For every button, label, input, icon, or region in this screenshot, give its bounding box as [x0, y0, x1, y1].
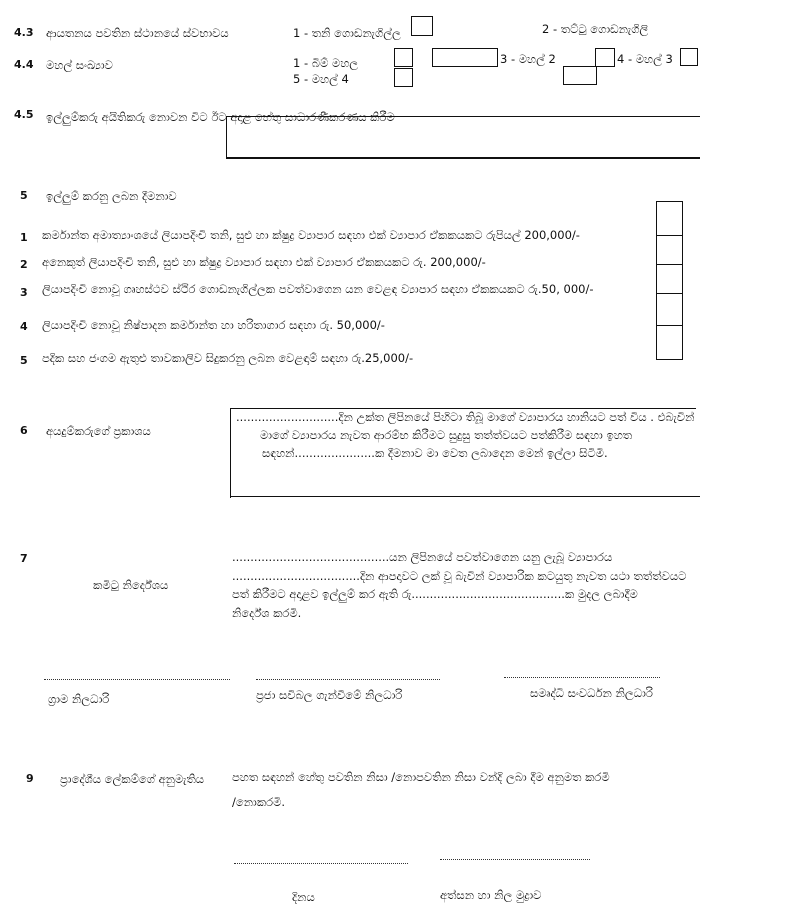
checkbox-allowance-2[interactable] — [656, 235, 683, 265]
checkbox-allowance-3[interactable] — [656, 264, 683, 294]
section-9-number: 9 — [26, 772, 34, 785]
checkbox-allowance-1[interactable] — [656, 201, 683, 236]
recommendation-line-4: නිර්දේශ කරමි. — [232, 606, 302, 620]
option-ground-floor: 1 - බිම් මහල — [293, 56, 359, 70]
checkbox-floor-2[interactable] — [432, 48, 498, 67]
checkbox-floor-3-bottom[interactable] — [563, 66, 597, 85]
approval-line-2: /නොකරමි. — [232, 795, 286, 809]
option-floor-2: 3 - මහල් 2 — [500, 52, 556, 66]
section-4-3-number: 4.3 — [14, 26, 34, 39]
allowance-4-text: ලියාපදිංචි නොවූ නිෂ්පාදන කර්මාන්ත හා හරිතාගාර සඳහා රු. 50,000/- — [42, 318, 385, 332]
allowance-4-number: 4 — [20, 320, 28, 333]
checkbox-allowance-4[interactable] — [656, 293, 683, 326]
grama-signature-line[interactable] — [44, 679, 230, 680]
checkbox-extra[interactable] — [680, 48, 698, 66]
justification-left-border — [226, 116, 227, 158]
date-label: දිනය — [292, 890, 315, 904]
section-4-4-number: 4.4 — [14, 58, 34, 71]
justification-top-line — [226, 116, 700, 117]
section-9-label: ප්‍රාදේශීය ලේකම්ගේ අනුමැතිය — [60, 772, 205, 786]
declaration-line-1: ............................දින උක්ත ලිපිනයේ පිහිටා තිබූ මාගේ ව්‍යාපාරය හානියට පත් විය . එබැවින් — [236, 410, 695, 424]
declaration-line-3: සඳහන්......................ක දීමනාව මා වෙත ලබාදෙන මෙන් ඉල්ලා සිටිමි. — [262, 446, 608, 460]
option-multi-storey: 2 - තට්ටු ගොඩනැගිලි — [542, 22, 649, 36]
section-7-label: කමිටු නිර්දේශය — [93, 578, 169, 592]
section-6-label: අයදුම්කරුගේ ප්‍රකාශය — [46, 424, 151, 438]
option-floor-4: 5 - මහල් 4 — [293, 72, 349, 86]
allowance-1-text: කර්මාන්ත අමාත්‍යාංශයේ ලියාපදිංචි තනි, සුළු හා ක්ෂුද්‍ර ව්‍යාපාර සඳහා එක් ව්‍යාපාර ඒකකයකට රුපියල් 200,000/- — [42, 228, 580, 242]
allowance-5-number: 5 — [20, 354, 28, 367]
recommendation-line-3: පත් කිරීමට අදාළව ඉල්ලුම් කර ඇති රු..........................................ක මුදල ලබාදීම — [232, 587, 638, 601]
justification-bottom-line[interactable] — [226, 157, 700, 159]
recommendation-line-2: ...................................දින ආපදාවට ලක් වූ බැවින් ව්‍යාපාරික කටයුතු නැවත යථා තත්ත්වයට — [232, 569, 687, 583]
section-5-label: ඉල්ලුම් කරනු ලබන දීමනාව — [46, 189, 177, 203]
section-4-3-label: ආයතනය පවතින ස්ථානයේ ස්වභාවය — [46, 26, 229, 40]
pss-signature-line[interactable] — [256, 679, 440, 680]
pss-officer-label: ප්‍රජා සවිබල ගැන්වීමේ නිලධාරි — [256, 688, 403, 702]
option-floor-3: 4 - මහල් 3 — [617, 52, 673, 66]
date-line[interactable] — [234, 863, 408, 864]
checkbox-allowance-5[interactable] — [656, 325, 683, 360]
section-4-4-label: මහල් සංඛ්‍යාව — [46, 58, 113, 72]
section-4-5-number: 4.5 — [14, 108, 34, 121]
checkbox-floor-4[interactable] — [394, 68, 413, 87]
samurdhi-officer-label: සමෘද්ධි සංවර්ධන නිලධාරි — [530, 686, 653, 700]
option-single-building: 1 - තනි ගොඩනැගිල්ල — [293, 26, 401, 40]
checkbox-ground-floor[interactable] — [394, 48, 413, 67]
checkbox-single-building[interactable] — [411, 16, 433, 36]
section-6-number: 6 — [20, 424, 28, 437]
signature-seal-line[interactable] — [440, 859, 590, 860]
allowance-2-text: අනෙකුත් ලියාපදිංචි තනි, සුළු හා ක්ෂුද්‍ර ව්‍යාපාර සඳහා එක් ව්‍යාපාර ඒකකයකට රු. 200,000/- — [42, 255, 486, 269]
grama-officer-label: ග්‍රාම නිලධාරි — [48, 692, 110, 706]
allowance-3-number: 3 — [20, 286, 28, 299]
signature-seal-label: අත්සන හා නිල මුද්‍රාව — [440, 888, 542, 902]
allowance-1-number: 1 — [20, 231, 28, 244]
section-7-number: 7 — [20, 552, 28, 565]
approval-line-1: පහත සඳහන් හේතු පවතින නිසා /නොපවතින නිසා වන්දි ලබා දීම අනුමත කරමි — [232, 770, 610, 784]
recommendation-line-1: ...........................................යන ලිපිනයේ පවත්වාගෙන යනු ලැබූ ව්‍යාපාරය — [232, 550, 613, 564]
section-5-number: 5 — [20, 189, 28, 202]
allowance-3-text: ලියාපදිංචි නොවූ ගෘහස්ථව ස්ථිර ගොඩනැගිල්ලක පවත්වාගෙන යන වෙළඳ ව්‍යාපාර සඳහා ඒකකයකට රු.50, 000/- — [42, 282, 594, 296]
allowance-5-text: පදික සහ ජංගම ඇතුළු තාවකාලිව සිදුකරනු ලබන වෙළඳාම් සඳහා රු.25,000/- — [42, 351, 414, 365]
allowance-2-number: 2 — [20, 258, 28, 271]
section-4-5-label: ඉල්ලුම්කරු අයිතිකරු නොවන විට ඊට අදාළ හේතු සාධාරණීකරණය කිරීම — [46, 110, 395, 124]
samurdhi-signature-line[interactable] — [504, 677, 660, 678]
declaration-line-2: මාගේ ව්‍යාපාරය නැවත ආරම්භ කිරීමට සුදුසු තත්ත්වයට පත්කිරීම සඳහා ඉහත — [260, 428, 633, 442]
declaration-top-line — [230, 408, 696, 409]
checkbox-floor-3-top[interactable] — [595, 48, 615, 67]
declaration-left-border — [230, 408, 231, 498]
declaration-bottom-line — [230, 496, 700, 497]
